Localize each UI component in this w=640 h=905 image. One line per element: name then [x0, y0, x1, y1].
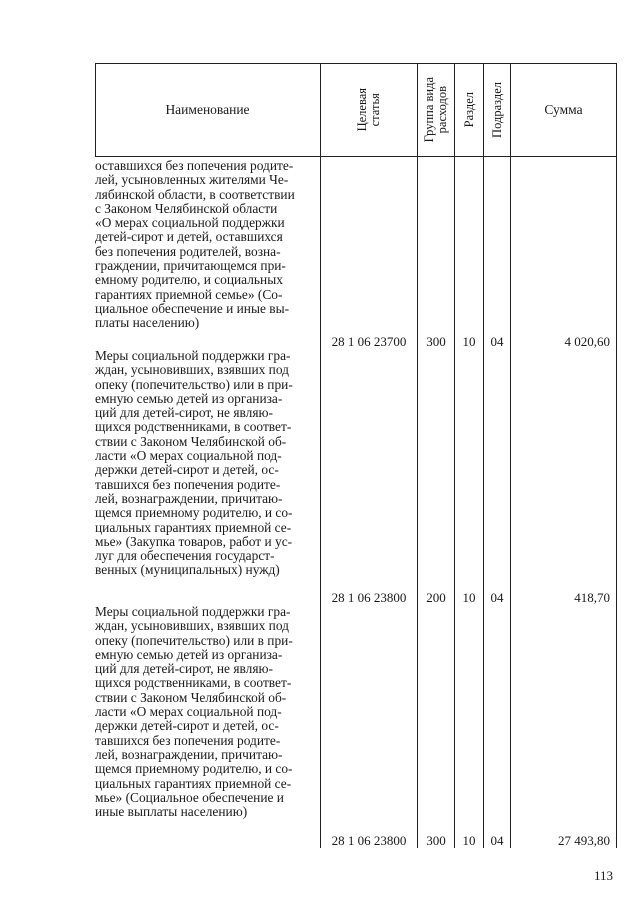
row-1-section: 10 [462, 334, 476, 349]
column-divider-article [417, 63, 418, 848]
row-3-section: 10 [462, 833, 476, 848]
row-3-target-article: 28 1 06 23800 [331, 833, 407, 848]
column-divider-section [483, 63, 484, 848]
header-bottom-border [95, 156, 617, 157]
row-2-sum: 418,70 [574, 590, 610, 605]
column-divider-name [320, 63, 321, 848]
row-2-text: Меры социальной поддержки гра- ждан, усыновивших, взявших под опеку (попечительство) или в при- емную семью детей из организа- ций для детей-сирот, не являю- щихся родственниками, в соответ- ствии с Законом Челябинской об- ласти «О мерах социальной под- держки детей-сирот и детей, ос- тавшихся без попечения родите- лей, вознаграждении, причитаю- щемся приемному родителю, и со- циальных гарантиях приемной се- мье» (Закупка товаров, работ и ус- луг для обеспечения государст- венных (муниципальных) нужд) [95, 348, 293, 578]
row-2-expense-group: 200 [426, 590, 446, 605]
table-right-border [616, 63, 617, 848]
row-3-subsection: 04 [490, 833, 504, 848]
page-number: 113 [593, 868, 613, 883]
budget-table [95, 63, 617, 848]
header-section: Раздел [461, 91, 476, 128]
row-3-sum: 27 493,80 [558, 833, 610, 848]
header-subsection: Подраздел [489, 81, 504, 138]
row-1-sum: 4 020,60 [564, 334, 610, 349]
header-sum: Сумма [544, 101, 583, 117]
header-name: Наименование [165, 101, 250, 117]
column-divider-subsection [510, 63, 511, 848]
header-expense-group: Группа вида расходов [422, 76, 449, 143]
row-2-target-article: 28 1 06 23800 [331, 590, 407, 605]
row-3-text: Меры социальной поддержки гра- ждан, усыновивших, взявших под опеку (попечительство) или в при- емную семью детей из организа- ций для детей-сирот, не являю- щихся родственниками, в соответ- ствии с Законом Челябинской об- ласти «О мерах социальной под- держки детей-сирот и детей, ос- тавшихся без попечения родите- лей, вознаграждении, причитаю- щемся приемному родителю, и со- циальных гарантиях приемной се- мье» (Социальное обеспечение и иные выплаты населению) [95, 604, 293, 820]
row-3-expense-group: 300 [426, 833, 446, 848]
row-1-subsection: 04 [490, 334, 504, 349]
row-1-text: оставшихся без попечения родите- лей, усыновленных жителями Че- лябинской области, в соответствии с Законом Челябинской области «О мерах социальной поддержки детей-сирот и детей, оставшихся без попечения родителей, возна- граждении, причитающемся при- емному родителю, и социальных гарантиях приемной семье» (Со- циальное обеспечение и иные вы- платы населению) [95, 158, 295, 331]
column-divider-group [454, 63, 455, 848]
header-target-article: Целевая статья [355, 87, 382, 132]
row-1-expense-group: 300 [426, 334, 446, 349]
row-2-section: 10 [462, 590, 476, 605]
row-1-target-article: 28 1 06 23700 [331, 334, 407, 349]
row-2-subsection: 04 [490, 590, 504, 605]
